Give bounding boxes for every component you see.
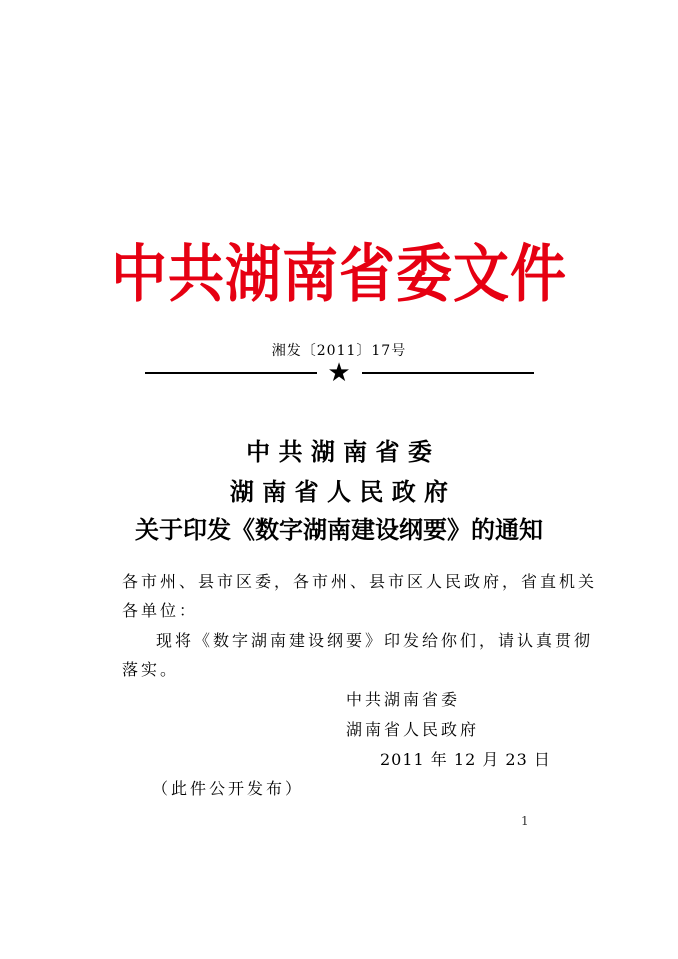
- title-line-1: 中 共 湖 南 省 委: [246, 437, 432, 466]
- content-line-1: 现将《数字湖南建设纲要》印发给你们，请认真贯彻: [156, 631, 594, 650]
- publication-note: （此件公开发布）: [152, 779, 305, 798]
- signature-date: 2011 年 12 月 23 日: [380, 750, 551, 769]
- document-masthead: 中共湖南省委文件: [111, 238, 567, 312]
- page-number: 1: [521, 814, 529, 828]
- divider-right-line: [362, 372, 534, 374]
- title-line-2: 湖 南 省 人 民 政 府: [229, 477, 449, 506]
- signature-org-2: 湖南省人民政府: [346, 720, 480, 739]
- document-number: 湘发〔2011〕17号: [271, 343, 407, 359]
- content-line-2: 落实。: [122, 660, 180, 679]
- signature-org-1: 中共湖南省委: [346, 690, 461, 709]
- divider-left-line: [145, 372, 317, 374]
- star-icon: ★: [327, 358, 351, 388]
- title-line-3: 关于印发《数字湖南建设纲要》的通知: [135, 515, 543, 544]
- recipients-line-2: 各单位：: [122, 601, 199, 620]
- recipients-line-1: 各市州、县市区委，各市州、县市区人民政府，省直机关: [122, 572, 598, 591]
